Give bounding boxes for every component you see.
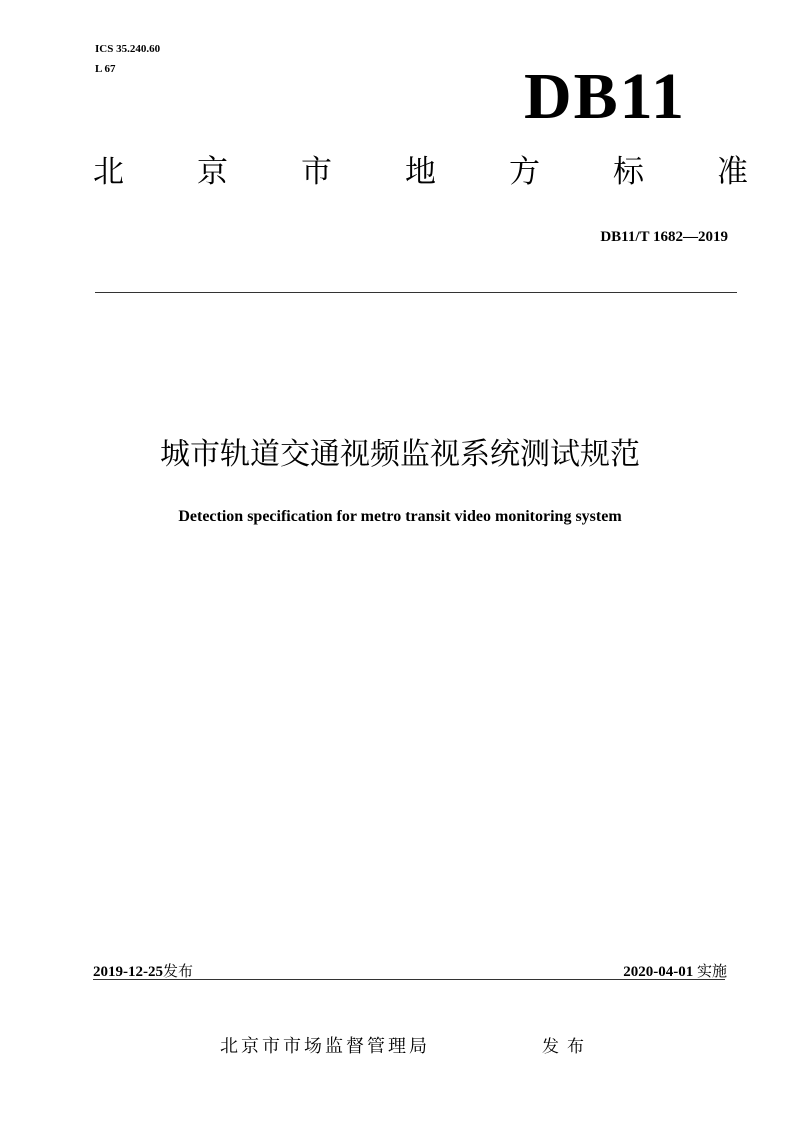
standard-type-heading [93,154,748,190]
standard-number: DB11/T 1682—2019 [600,229,728,245]
publish-label: 发布 [542,1037,592,1057]
title-chinese: 城市轨道交通视频监视系统测试规范 [160,437,640,472]
implementation-date: 2020-04-01 [623,964,694,980]
issue-label: 发布 [163,962,194,980]
implementation-label: 实施 [696,962,727,980]
issue-date-line [93,960,193,981]
standard-type-char: 北 [93,154,124,190]
standard-type-char: 标 [613,154,644,190]
bottom-divider [93,979,725,980]
standard-type-char: 方 [509,154,540,190]
standard-code-logo: DB11 [524,60,687,133]
standard-type-char: 市 [301,154,332,190]
ics-code: ICS 35.240.60 [95,43,161,55]
top-divider [95,292,737,293]
implementation-date-line [623,960,727,981]
publisher-name: 北京市市场监督管理局 [220,1036,430,1057]
title-english: Detection specification for metro transit video monitoring system [178,508,622,525]
standard-type-char: 京 [197,154,228,190]
issue-date: 2019-12-25 [93,964,163,980]
standard-type-char: 准 [717,154,748,190]
clc-code: L 67 [95,63,116,75]
standard-type-char: 地 [405,154,436,190]
